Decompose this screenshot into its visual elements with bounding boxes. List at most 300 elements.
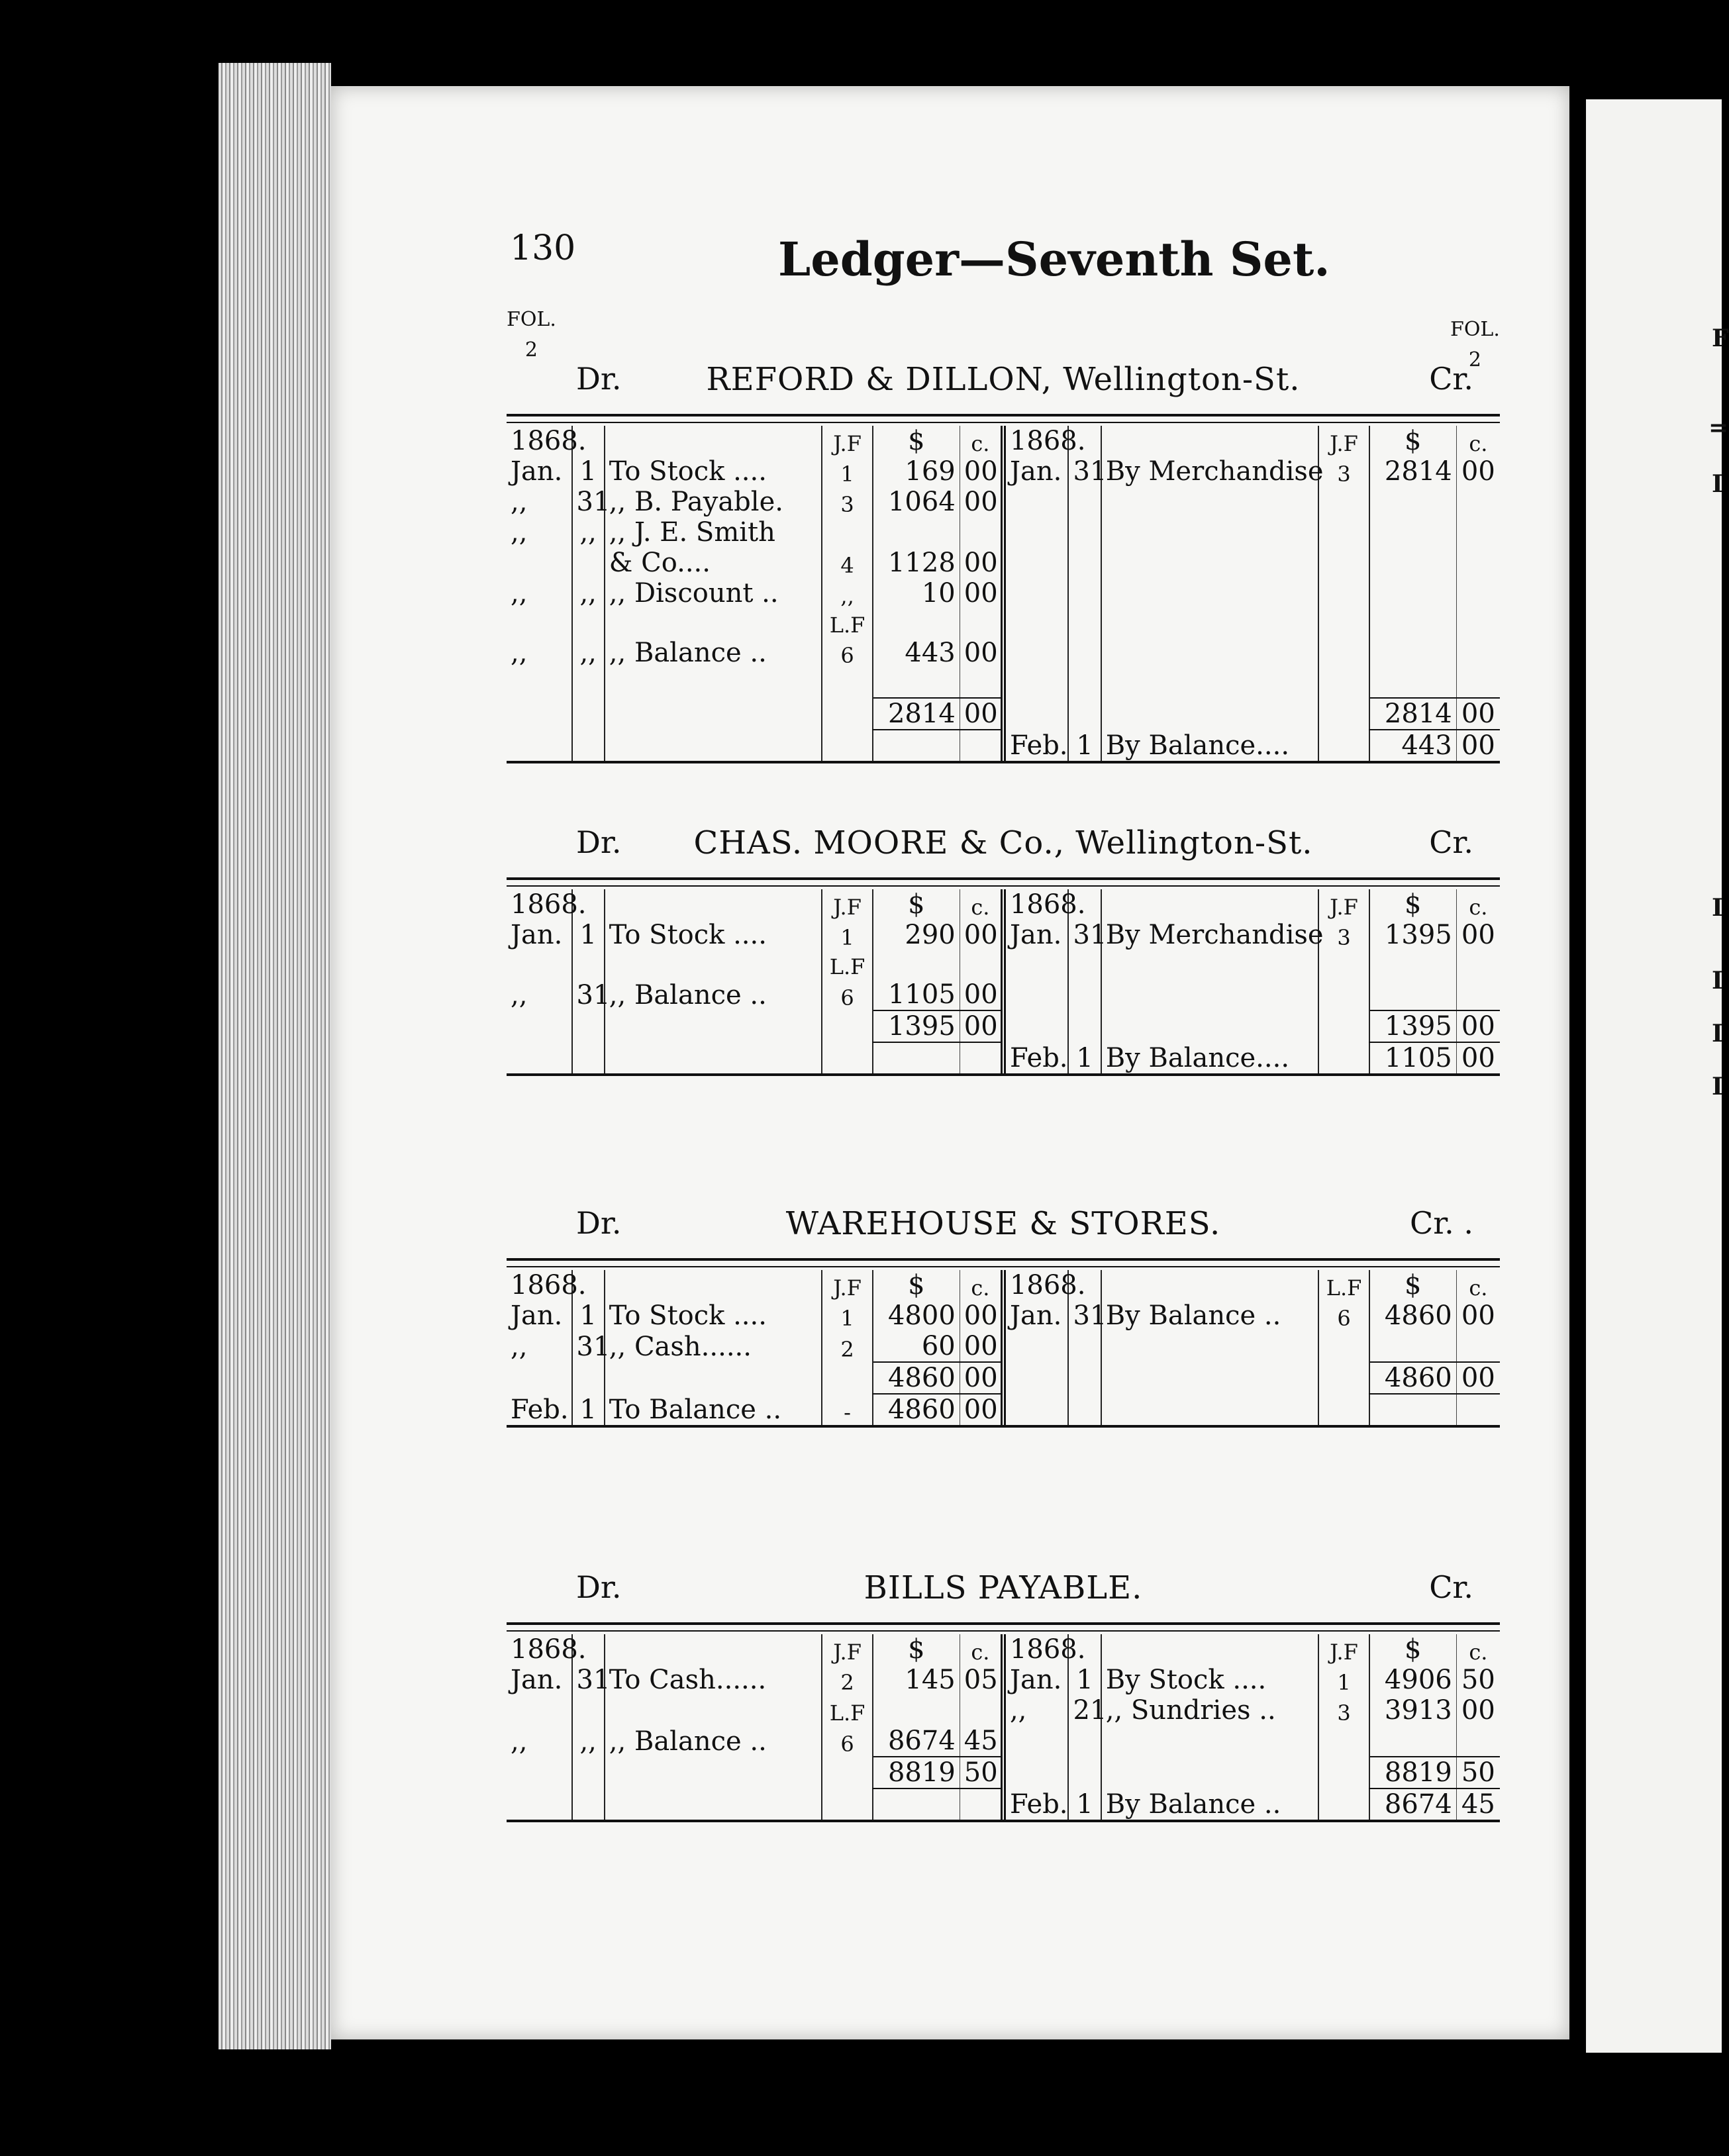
debit-cents-cell: 00 [960, 1300, 1003, 1331]
table-row [507, 1331, 1500, 1362]
debit-folio-cell [822, 517, 873, 548]
debit-folio-cell: - [822, 1394, 873, 1425]
credit-day-cell [1068, 548, 1101, 578]
debit-particulars-cell: ,, Balance .. [609, 1726, 767, 1757]
credit-dollars-cell [1369, 1394, 1456, 1425]
debit-dollars-cell: 1064 [873, 487, 960, 517]
credit-particulars-cell [1101, 517, 1318, 548]
credit-folio-cell [1318, 1331, 1369, 1362]
debit-particulars-cell [605, 950, 822, 979]
debit-day-cell [572, 1042, 605, 1073]
debit-dollars-cell: 443 [873, 638, 960, 668]
debit-folio-cell [822, 730, 873, 761]
table-row [507, 920, 1500, 950]
credit-folio-cell: 3 [1318, 456, 1369, 487]
credit-day-cell [1068, 1394, 1101, 1425]
credit-particulars-cell [1101, 638, 1318, 668]
debit-particulars-cell [605, 730, 822, 761]
debit-folio-cell: L.F [822, 609, 873, 638]
debit-dollars-cell [873, 1042, 960, 1073]
credit-particulars-cell: By Merchandise [1105, 456, 1324, 487]
debit-folio-cell [822, 1010, 873, 1042]
credit-cents-cell: 50 [1456, 1665, 1500, 1695]
credit-folio-cell [1318, 979, 1369, 1010]
debit-day-cell: ,, [572, 578, 605, 609]
credit-dollars-cell: 1105 [1369, 1042, 1456, 1073]
credit-dollars-cell: 4906 [1369, 1665, 1456, 1695]
table-row [507, 548, 1500, 578]
account-header [507, 824, 1500, 877]
credit-month-cell [1003, 548, 1069, 578]
account-header [507, 1569, 1500, 1622]
credit-day-cell: 31 [1068, 920, 1101, 950]
table-row [507, 1010, 1500, 1042]
credit-dollars-cell: 1395 [1369, 920, 1456, 950]
credit-month-cell: ,, [1003, 1695, 1069, 1726]
debit-folio-cell: J.F [822, 426, 873, 456]
debit-dollars-cell: 1105 [873, 979, 960, 1010]
credit-day-cell [1068, 1362, 1101, 1394]
credit-dollars-cell: 443 [1369, 730, 1456, 761]
debit-month-cell [507, 730, 572, 761]
debit-day-cell [572, 1695, 605, 1726]
table-row [507, 1695, 1500, 1726]
debit-day-cell [572, 548, 605, 578]
debit-day-cell: 31 [572, 1665, 605, 1695]
table-row [507, 1726, 1500, 1757]
debit-cents-cell: 00 [960, 1010, 1003, 1042]
debit-day-cell: ,, [572, 517, 605, 548]
next-page-mark: I [1712, 470, 1723, 498]
credit-cents-cell [1456, 979, 1500, 1010]
debit-folio-cell: 1 [822, 456, 873, 487]
credit-cents-cell: c. [1456, 426, 1500, 456]
debit-particulars-cell [605, 668, 822, 698]
credit-cents-cell: 00 [1456, 920, 1500, 950]
debit-month-cell: ,, [511, 487, 528, 517]
credit-folio-cell [1318, 548, 1369, 578]
credit-folio-cell [1318, 517, 1369, 548]
debit-month-cell [507, 1010, 572, 1042]
credit-day-cell: 31 [1068, 456, 1101, 487]
table-row [507, 1634, 1500, 1665]
credit-day-cell [1068, 578, 1101, 609]
debit-month-cell [507, 609, 572, 638]
folio-number: 2 [524, 338, 538, 362]
debit-label: Dr. [576, 361, 622, 397]
debit-month-cell: 1868. [511, 426, 587, 456]
debit-folio-cell: J.F [822, 1270, 873, 1300]
credit-particulars-cell: By Balance .. [1105, 1300, 1281, 1331]
credit-cents-cell: 50 [1456, 1757, 1500, 1788]
debit-month-cell [507, 698, 572, 730]
debit-cents-cell: 05 [960, 1665, 1003, 1695]
credit-particulars-cell [1101, 889, 1318, 920]
table-row [507, 1270, 1500, 1300]
debit-month-cell [507, 950, 572, 979]
credit-particulars-cell [1101, 979, 1318, 1010]
page-number: 130 [510, 228, 576, 268]
header-double-rule [507, 877, 1500, 889]
account-block [507, 1569, 1500, 1822]
debit-folio-cell: L.F [822, 950, 873, 979]
credit-particulars-cell: By Balance.... [1105, 730, 1290, 761]
debit-folio-cell: 6 [822, 638, 873, 668]
debit-folio-cell [822, 1042, 873, 1073]
debit-dollars-cell: $ [873, 889, 960, 920]
credit-month-cell [1003, 1726, 1069, 1757]
credit-folio-cell [1318, 609, 1369, 638]
debit-day-cell: ,, [572, 638, 605, 668]
debit-cents-cell: c. [960, 1634, 1003, 1665]
credit-folio-cell [1318, 1010, 1369, 1042]
debit-cents-cell: 00 [960, 979, 1003, 1010]
credit-day-cell [1068, 1757, 1101, 1788]
debit-day-cell: 31 [572, 1331, 605, 1362]
debit-cents-cell: 00 [960, 487, 1003, 517]
credit-cents-cell: 00 [1456, 1362, 1500, 1394]
credit-dollars-cell [1369, 609, 1456, 638]
debit-day-cell [572, 1757, 605, 1788]
debit-month-cell: 1868. [511, 1634, 587, 1665]
account-table [507, 1634, 1500, 1820]
credit-particulars-cell: By Stock .... [1105, 1665, 1267, 1695]
credit-cents-cell [1456, 668, 1500, 698]
credit-day-cell: 1 [1068, 1788, 1101, 1820]
credit-particulars-cell [1101, 578, 1318, 609]
credit-cents-cell [1456, 609, 1500, 638]
credit-day-cell [1068, 487, 1101, 517]
credit-day-cell [1068, 698, 1101, 730]
credit-particulars-cell [1101, 1010, 1318, 1042]
credit-month-cell [1003, 1757, 1069, 1788]
credit-month-cell [1003, 487, 1069, 517]
credit-particulars-cell [1101, 1726, 1318, 1757]
debit-month-cell [507, 1695, 572, 1726]
debit-dollars-cell: $ [873, 1270, 960, 1300]
credit-month-cell [1003, 698, 1069, 730]
credit-dollars-cell: $ [1369, 889, 1456, 920]
credit-day-cell [1068, 979, 1101, 1010]
debit-cents-cell: c. [960, 426, 1003, 456]
credit-day-cell: 21 [1068, 1695, 1101, 1726]
credit-dollars-cell [1369, 548, 1456, 578]
debit-dollars-cell: 290 [873, 920, 960, 950]
credit-label: Cr. . [1410, 1205, 1473, 1241]
debit-day-cell [572, 698, 605, 730]
debit-cents-cell: c. [960, 1270, 1003, 1300]
credit-particulars-cell [1101, 487, 1318, 517]
debit-cents-cell: 00 [960, 456, 1003, 487]
debit-particulars-cell [605, 1270, 822, 1300]
credit-folio-cell: 1 [1318, 1665, 1369, 1695]
debit-particulars-cell: ,, Balance .. [609, 638, 767, 668]
debit-dollars-cell [873, 1695, 960, 1726]
debit-cents-cell [960, 1788, 1003, 1820]
debit-cents-cell: 00 [960, 1331, 1003, 1362]
credit-folio-cell [1318, 578, 1369, 609]
debit-day-cell: 31 [572, 487, 605, 517]
debit-folio-cell: 2 [822, 1665, 873, 1695]
debit-cents-cell [960, 730, 1003, 761]
credit-particulars-cell [1101, 609, 1318, 638]
credit-folio-cell [1318, 1726, 1369, 1757]
debit-day-cell [572, 730, 605, 761]
credit-dollars-cell: 3913 [1369, 1695, 1456, 1726]
credit-particulars-cell [1101, 1270, 1318, 1300]
debit-particulars-cell [605, 1757, 822, 1788]
credit-label: Cr. [1429, 361, 1473, 397]
credit-month-cell [1003, 638, 1069, 668]
debit-month-cell: ,, [511, 980, 528, 1010]
credit-folio-cell [1318, 1362, 1369, 1394]
debit-month-cell: Jan. [511, 1665, 563, 1695]
debit-folio-cell [822, 698, 873, 730]
debit-day-cell: 1 [572, 1394, 605, 1425]
debit-day-cell [572, 1788, 605, 1820]
debit-particulars-cell: ,, J. E. Smith [609, 517, 775, 548]
debit-particulars-cell [605, 1695, 822, 1726]
next-page-mark: I [1712, 967, 1723, 995]
debit-label: Dr. [576, 1569, 622, 1605]
next-page-mark: = [1708, 414, 1729, 442]
credit-day-cell [1068, 1726, 1101, 1757]
credit-label: Cr. [1429, 824, 1473, 860]
credit-particulars-cell [1101, 668, 1318, 698]
credit-dollars-cell [1369, 1331, 1456, 1362]
credit-day-cell [1068, 1010, 1101, 1042]
folio-left [507, 305, 556, 366]
debit-folio-cell: L.F [822, 1695, 873, 1726]
credit-folio-cell [1318, 950, 1369, 979]
debit-cents-cell [960, 517, 1003, 548]
credit-month-cell [1003, 517, 1069, 548]
debit-dollars-cell: 1128 [873, 548, 960, 578]
table-row [507, 979, 1500, 1010]
account-block [507, 824, 1500, 1076]
debit-month-cell [507, 1757, 572, 1788]
credit-cents-cell: 00 [1456, 730, 1500, 761]
debit-month-cell: ,, [511, 1332, 528, 1362]
credit-day-cell: 31 [1068, 1300, 1101, 1331]
account-name: WAREHOUSE & STORES. [785, 1205, 1221, 1242]
debit-label: Dr. [576, 824, 622, 860]
credit-folio-cell [1318, 638, 1369, 668]
debit-particulars-cell: ,, Cash...... [609, 1332, 752, 1362]
debit-particulars-cell [605, 1634, 822, 1665]
debit-dollars-cell: $ [873, 1634, 960, 1665]
debit-dollars-cell: 4860 [873, 1394, 960, 1425]
credit-folio-cell [1318, 487, 1369, 517]
credit-cents-cell [1456, 487, 1500, 517]
debit-month-cell: Jan. [511, 1300, 563, 1331]
credit-dollars-cell: 1395 [1369, 1010, 1456, 1042]
credit-month-cell: 1868. [1003, 426, 1069, 456]
table-row [507, 1788, 1500, 1820]
debit-cents-cell: 00 [960, 548, 1003, 578]
debit-dollars-cell [873, 517, 960, 548]
credit-month-cell: Feb. [1003, 730, 1069, 761]
debit-month-cell [507, 548, 572, 578]
credit-folio-cell: J.F [1318, 889, 1369, 920]
debit-folio-cell [822, 1788, 873, 1820]
credit-cents-cell [1456, 1331, 1500, 1362]
table-row [507, 1042, 1500, 1073]
credit-month-cell [1003, 1331, 1069, 1362]
debit-dollars-cell [873, 609, 960, 638]
credit-month-cell [1003, 1010, 1069, 1042]
debit-dollars-cell: 8819 [873, 1757, 960, 1788]
debit-month-cell: ,, [511, 1726, 528, 1757]
debit-folio-cell: 6 [822, 1726, 873, 1757]
credit-cents-cell [1456, 638, 1500, 668]
credit-particulars-cell [1101, 1394, 1318, 1425]
credit-cents-cell [1456, 548, 1500, 578]
account-block [507, 1205, 1500, 1428]
credit-particulars-cell [1101, 1757, 1318, 1788]
credit-particulars-cell [1101, 1634, 1318, 1665]
debit-particulars-cell: ,, B. Payable. [609, 487, 783, 517]
account-block [507, 361, 1500, 763]
debit-day-cell [572, 1362, 605, 1394]
debit-day-cell: ,, [572, 1726, 605, 1757]
credit-day-cell [1068, 1331, 1101, 1362]
credit-dollars-cell: 2814 [1369, 456, 1456, 487]
debit-month-cell [507, 1362, 572, 1394]
debit-dollars-cell [873, 668, 960, 698]
credit-cents-cell: 00 [1456, 1042, 1500, 1073]
debit-folio-cell: 2 [822, 1331, 873, 1362]
debit-day-cell [572, 1010, 605, 1042]
debit-month-cell: Jan. [511, 920, 563, 950]
credit-day-cell: 1 [1068, 1665, 1101, 1695]
credit-cents-cell: 00 [1456, 1300, 1500, 1331]
folio-number: 2 [1468, 348, 1481, 371]
table-row [507, 1394, 1500, 1425]
account-bottom-rule [507, 1820, 1500, 1822]
credit-dollars-cell [1369, 979, 1456, 1010]
debit-particulars-cell [605, 609, 822, 638]
account-name: BILLS PAYABLE. [864, 1569, 1143, 1606]
credit-month-cell [1003, 578, 1069, 609]
debit-cents-cell: 00 [960, 698, 1003, 730]
credit-cents-cell: 00 [1456, 698, 1500, 730]
debit-dollars-cell: 169 [873, 456, 960, 487]
debit-day-cell [572, 950, 605, 979]
next-page-mark: F [1712, 324, 1729, 352]
credit-cents-cell: c. [1456, 1270, 1500, 1300]
credit-particulars-cell: By Merchandise [1105, 920, 1324, 950]
debit-folio-cell: 3 [822, 487, 873, 517]
account-bottom-rule [507, 761, 1500, 763]
credit-dollars-cell [1369, 487, 1456, 517]
debit-dollars-cell: 1395 [873, 1010, 960, 1042]
credit-dollars-cell: $ [1369, 1634, 1456, 1665]
debit-month-cell [507, 1788, 572, 1820]
debit-dollars-cell: 145 [873, 1665, 960, 1695]
debit-particulars-cell [605, 889, 822, 920]
credit-day-cell [1068, 638, 1101, 668]
credit-dollars-cell: 4860 [1369, 1300, 1456, 1331]
account-header [507, 1205, 1500, 1258]
credit-month-cell [1003, 979, 1069, 1010]
debit-dollars-cell: 10 [873, 578, 960, 609]
credit-day-cell [1068, 609, 1101, 638]
debit-month-cell: Feb. [511, 1395, 569, 1425]
debit-folio-cell: J.F [822, 889, 873, 920]
next-page-mark: I [1712, 1073, 1723, 1101]
credit-cents-cell: 45 [1456, 1788, 1500, 1820]
credit-particulars-cell: ,, Sundries .. [1105, 1695, 1276, 1726]
debit-particulars-cell: To Stock .... [609, 1300, 767, 1331]
debit-particulars-cell: & Co.... [609, 548, 711, 578]
header-double-rule [507, 1258, 1500, 1270]
credit-folio-cell [1318, 730, 1369, 761]
debit-month-cell [507, 1042, 572, 1073]
header-double-rule [507, 414, 1500, 426]
credit-month-cell: Feb. [1003, 1788, 1069, 1820]
credit-cents-cell: c. [1456, 889, 1500, 920]
table-row [507, 730, 1500, 761]
credit-day-cell [1068, 517, 1101, 548]
debit-folio-cell: 4 [822, 548, 873, 578]
debit-cents-cell: 50 [960, 1757, 1003, 1788]
debit-folio-cell [822, 668, 873, 698]
debit-folio-cell: 1 [822, 920, 873, 950]
credit-particulars-cell: By Balance .. [1105, 1789, 1281, 1820]
debit-month-cell: ,, [511, 638, 528, 668]
next-page-edge [1586, 99, 1729, 2053]
debit-month-cell: Jan. [511, 456, 563, 487]
credit-month-cell: Jan. [1003, 1665, 1069, 1695]
debit-cents-cell [960, 950, 1003, 979]
debit-day-cell [572, 609, 605, 638]
credit-day-cell [1068, 950, 1101, 979]
debit-dollars-cell: 60 [873, 1331, 960, 1362]
debit-particulars-cell [605, 1042, 822, 1073]
page-edges [219, 63, 331, 2049]
credit-month-cell [1003, 668, 1069, 698]
credit-particulars-cell [1101, 1362, 1318, 1394]
credit-folio-cell: 3 [1318, 1695, 1369, 1726]
debit-folio-cell: 6 [822, 979, 873, 1010]
table-row [507, 1362, 1500, 1394]
debit-cents-cell: 00 [960, 920, 1003, 950]
debit-cents-cell: 45 [960, 1726, 1003, 1757]
credit-month-cell [1003, 1362, 1069, 1394]
header-double-rule [507, 1622, 1500, 1634]
account-table [507, 426, 1500, 761]
credit-dollars-cell: $ [1369, 426, 1456, 456]
debit-cents-cell: 00 [960, 1362, 1003, 1394]
page-title: Ledger—Seventh Set. [778, 232, 1330, 287]
credit-cents-cell: 00 [1456, 1010, 1500, 1042]
credit-particulars-cell [1101, 950, 1318, 979]
debit-folio-cell: ,, [822, 578, 873, 609]
table-row [507, 889, 1500, 920]
debit-particulars-cell [605, 1362, 822, 1394]
credit-folio-cell: L.F [1318, 1270, 1369, 1300]
account-table [507, 889, 1500, 1073]
debit-cents-cell: 00 [960, 1394, 1003, 1425]
debit-month-cell: 1868. [511, 889, 587, 920]
debit-particulars-cell [605, 1010, 822, 1042]
next-page-mark: I [1712, 1020, 1723, 1048]
credit-day-cell: 1 [1068, 1042, 1101, 1073]
credit-particulars-cell: By Balance.... [1105, 1043, 1290, 1073]
credit-dollars-cell [1369, 668, 1456, 698]
credit-folio-cell: 3 [1318, 920, 1369, 950]
